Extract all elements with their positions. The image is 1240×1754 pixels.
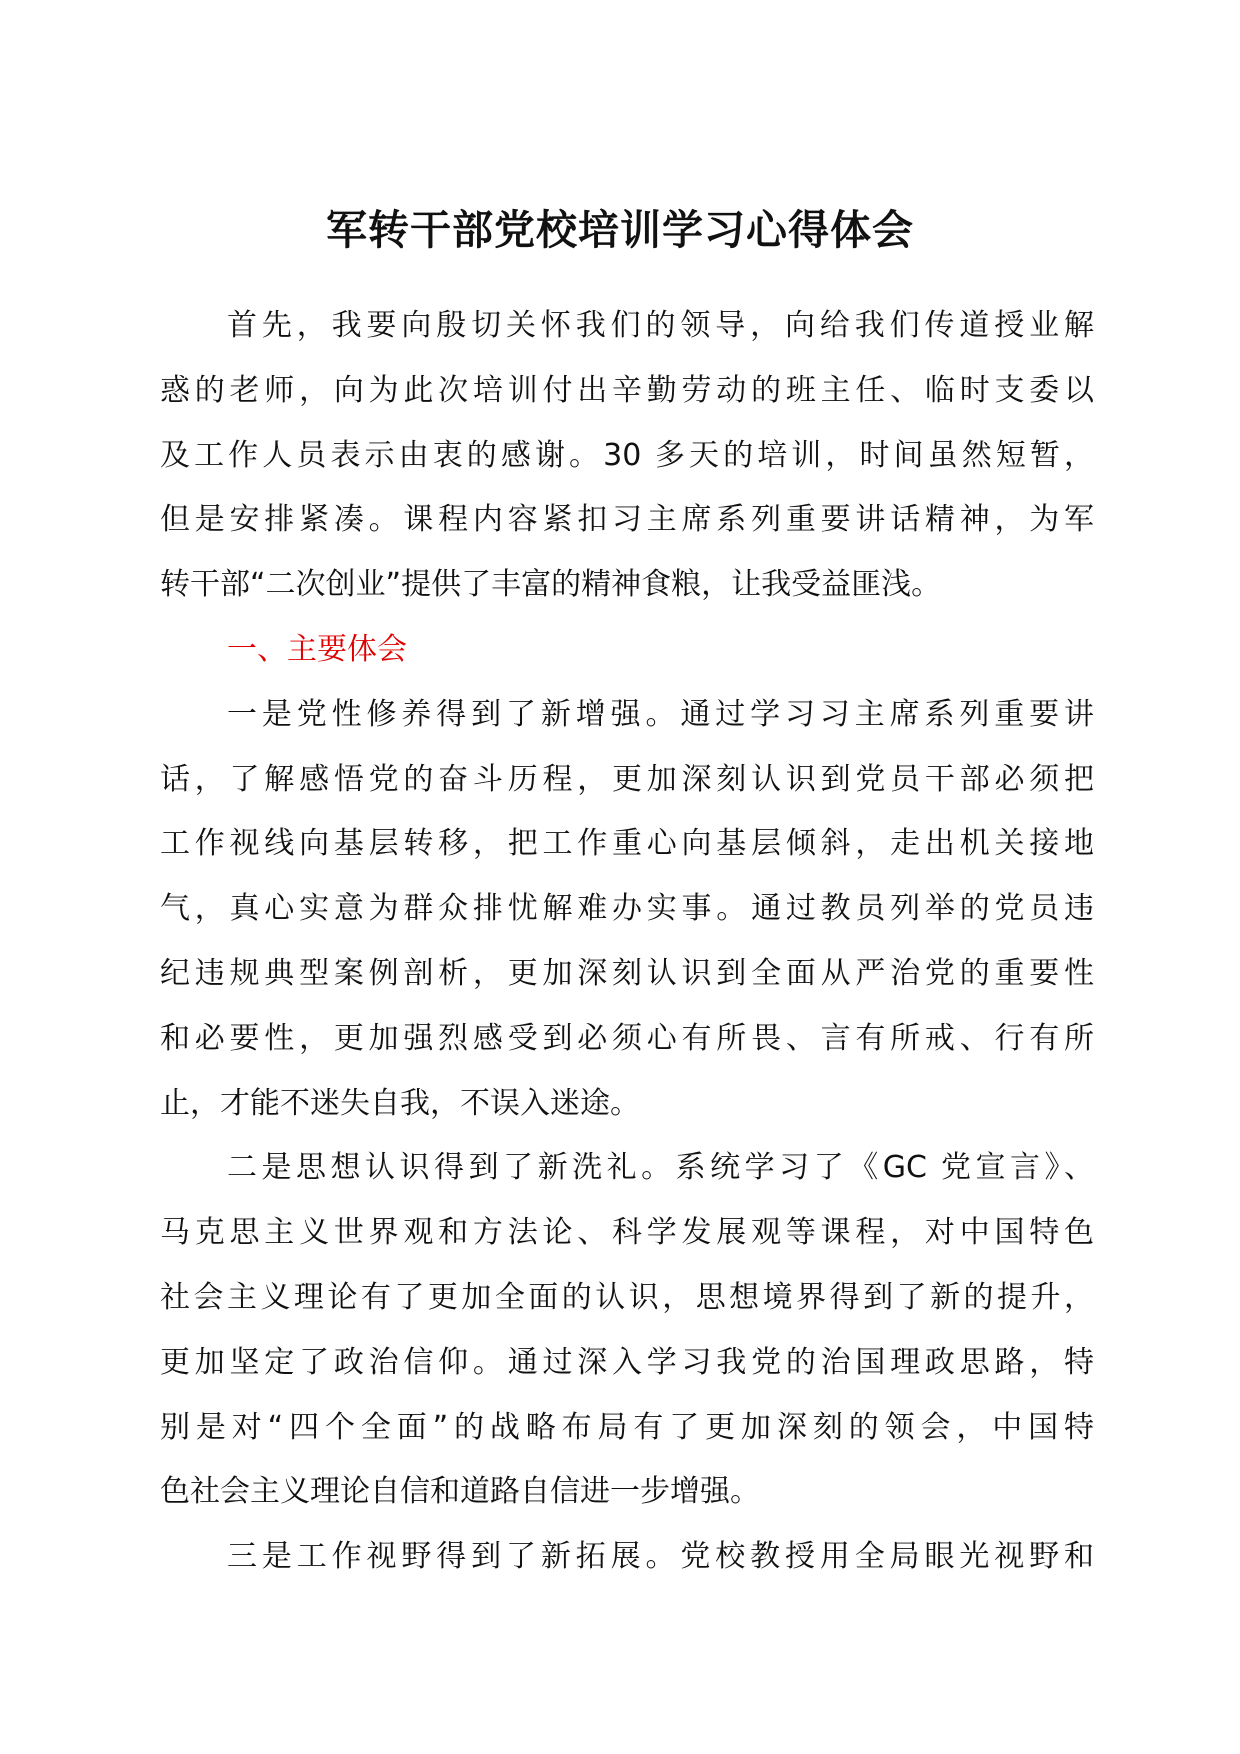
- paragraph-line: 但是安排紧凑。课程内容紧扣习主席系列重要讲话精神，为军: [160, 502, 1094, 538]
- paragraph-line: 惑的老师，向为此次培训付出辛勤劳动的班主任、临时支委以: [160, 372, 1094, 408]
- paragraph-line: 止，才能不迷失自我，不误入迷途。: [160, 1085, 640, 1121]
- paragraph-line: 和必要性，更加强烈感受到必须心有所畏、言有所戒、行有所: [160, 1020, 1094, 1056]
- paragraph-line: 转干部“二次创业”提供了丰富的精神食粮，让我受益匪浅。: [160, 567, 942, 603]
- paragraph-line: 话，了解感悟党的奋斗历程，更加深刻认识到党员干部必须把: [160, 761, 1094, 797]
- paragraph-line: 气，真心实意为群众排忧解难办实事。通过教员列举的党员违: [160, 891, 1094, 927]
- paragraph-line: 三是工作视野得到了新拓展。党校教授用全局眼光视野和: [227, 1539, 1094, 1575]
- paragraph-line: 工作视线向基层转移，把工作重心向基层倾斜，走出机关接地: [160, 826, 1094, 862]
- section-heading: 一、主要体会: [227, 631, 407, 667]
- document-body: [160, 294, 1094, 1590]
- paragraph-line: 首先，我要向殷切关怀我们的领导，向给我们传道授业解: [227, 308, 1094, 343]
- paragraph-line: 一是党性修养得到了新增强。通过学习习主席系列重要讲: [227, 696, 1094, 732]
- paragraph-line: 更加坚定了政治信仰。通过深入学习我党的治国理政思路，特: [160, 1344, 1094, 1380]
- paragraph-line: 二是思想认识得到了新洗礼。系统学习了《GC 党宣言》、: [227, 1150, 1094, 1186]
- paragraph-line: 色社会主义理论自信和道路自信进一步增强。: [160, 1474, 760, 1510]
- paragraph-line: 及工作人员表示由衷的感谢。30 多天的培训，时间虽然短暂，: [160, 437, 1094, 473]
- paragraph-line: 别是对“四个全面”的战略布局有了更加深刻的领会，中国特: [160, 1409, 1094, 1445]
- paragraph-line: 马克思主义世界观和方法论、科学发展观等课程，对中国特色: [160, 1215, 1094, 1251]
- paragraph-line: 纪违规典型案例剖析，更加深刻认识到全面从严治党的重要性: [160, 955, 1094, 991]
- document-title: 军转干部党校培训学习心得体会: [326, 206, 914, 254]
- paragraph-line: 社会主义理论有了更加全面的认识，思想境界得到了新的提升，: [160, 1279, 1094, 1315]
